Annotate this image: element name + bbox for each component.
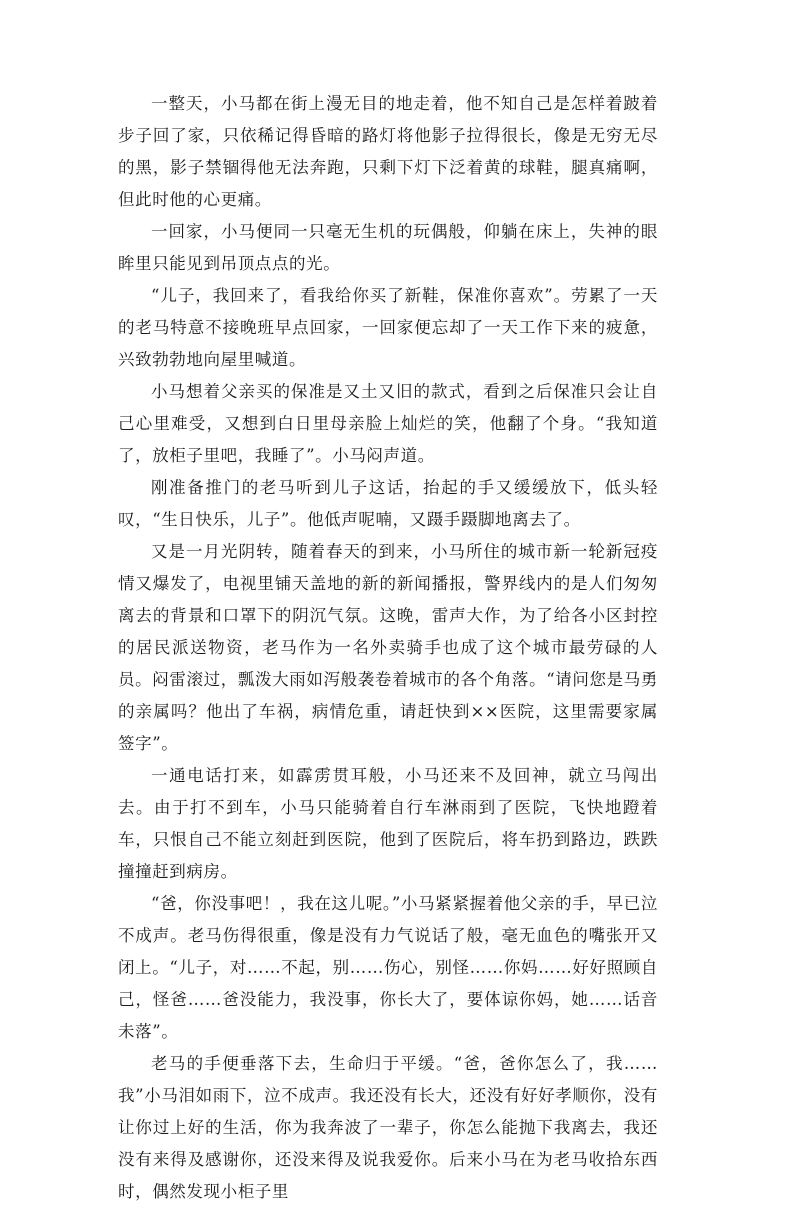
document-body [118,88,658,1208]
paragraph: 一回家，小马便同一只毫无生机的玩偶般，仰躺在床上，失神的眼眸里只能见到吊顶点点的光。 [118,222,658,273]
paragraph: 一通电话打来，如霹雳贯耳般，小马还来不及回神，就立马闯出去。由于打不到车，小马只能骑着自行车淋雨到了医院，飞快地蹬着车，只恨自己不能立刻赶到医院，他到了医院后，将车扔到路边，跌跌撞撞赶到病房。 [118,766,658,881]
paragraph: “儿子，我回来了，看我给你买了新鞋，保准你喜欢”。劳累了一天的老马特意不接晚班早点回家，一回家便忘却了一天工作下来的疲惫，兴致勃勃地向屋里喊道。 [118,286,658,369]
paragraph: 老马的手便垂落下去，生命归于平缓。“爸，爸你怎么了，我……我”小马泪如雨下，泣不成声。我还没有长大，还没有好好孝顺你，没有让你过上好的生活，你为我奔波了一辈子，你怎么能抛下我离去，我还没有来得及感谢你，还没来得及说我爱你。后来小马在为老马收拾东西时，偶然发现小柜子里 [118,1054,658,1201]
paragraph: 又是一月光阴转，随着春天的到来，小马所住的城市新一轮新冠疫情又爆发了，电视里铺天盖地的新的新闻播报，警界线内的是人们匆匆离去的背景和口罩下的阴沉气氛。这晚，雷声大作，为了给各小区封控的居民派送物资，老马作为一名外卖骑手也成了这个城市最劳碌的人员。闷雷滚过，瓢泼大雨如泻般袭卷着城市的各个角落。“请问您是马勇的亲属吗？他出了车祸，病情危重，请赶快到××医院，这里需要家属签字”。 [118,542,658,753]
paragraph: “爸，你没事吧！，我在这儿呢。”小马紧紧握着他父亲的手，早已泣不成声。老马伤得很重，像是没有力气说话了般，毫无血色的嘴张开又闭上。“儿子，对……不起，别……伤心，别怪……你妈……好好照顾自己，怪爸……爸没能力，我没事，你长大了，要体谅你妈，她……话音未落”。 [118,894,658,1041]
paragraph: 小马想着父亲买的保准是又土又旧的款式，看到之后保准只会让自己心里难受，又想到白日里母亲脸上灿烂的笑，他翻了个身。“我知道了，放柜子里吧，我睡了”。小马闷声道。 [118,382,658,465]
paragraph: 刚准备推门的老马听到儿子这话，抬起的手又缓缓放下，低头轻叹，“生日快乐，儿子”。他低声呢喃，又蹑手蹑脚地离去了。 [118,478,658,529]
paragraph: 一整天，小马都在街上漫无目的地走着，他不知自己是怎样着跛着步子回了家，只依稀记得昏暗的路灯将他影子拉得很长，像是无穷无尽的黑，影子禁锢得他无法奔跑，只剩下灯下泛着黄的球鞋，腿真痛啊，但此时他的心更痛。 [118,94,658,209]
